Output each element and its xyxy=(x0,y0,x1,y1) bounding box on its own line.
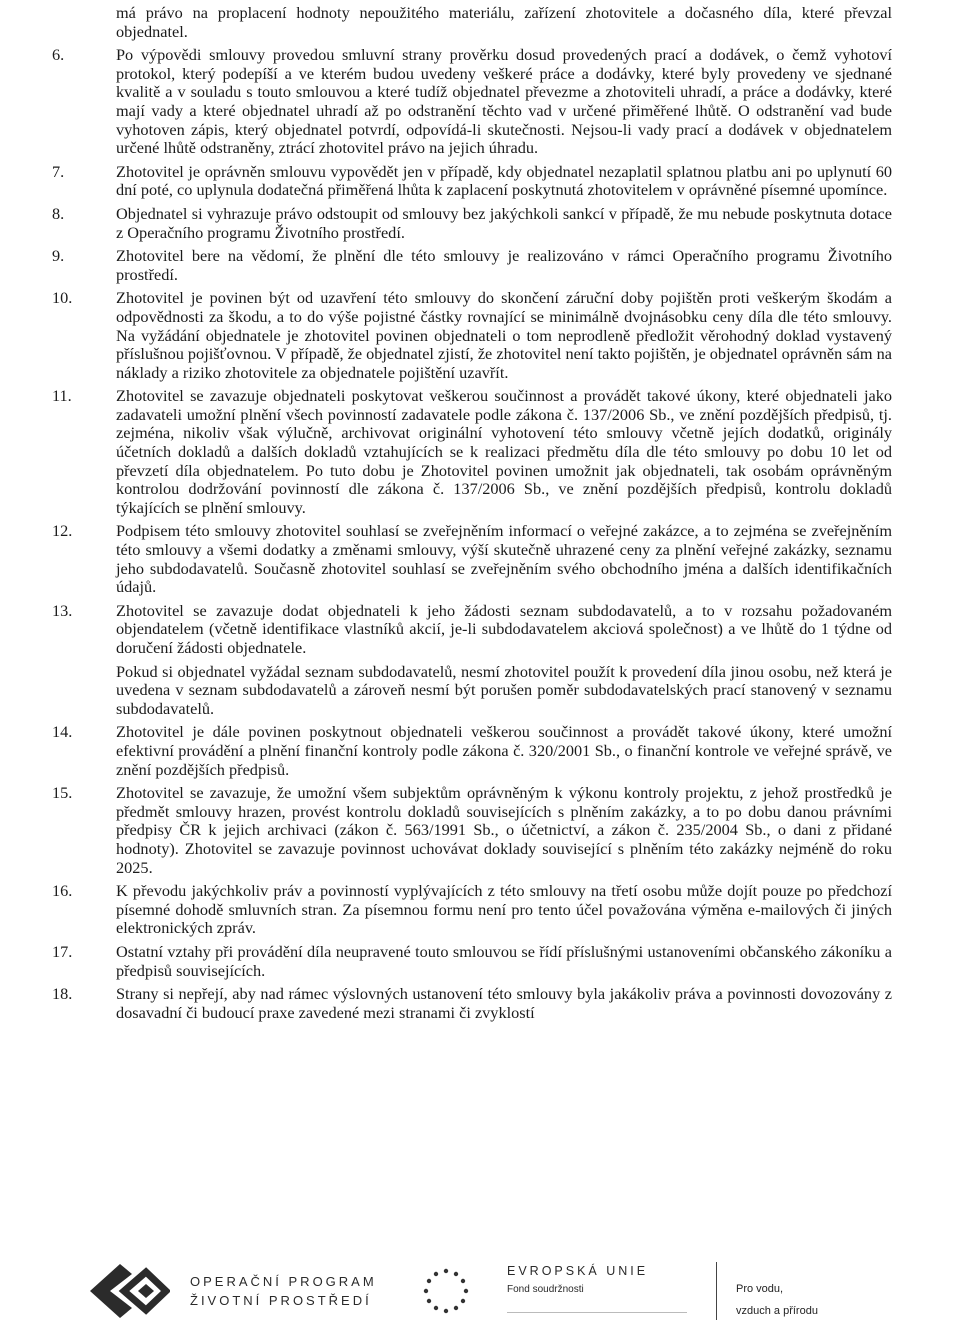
paragraph-text: má právo na proplacení hodnoty nepoužitého materiálu, zařízení zhotovitele a dočasného díla, které převzal objednatel. xyxy=(116,3,892,41)
clause-text: Objednatel si vyhrazuje právo odstoupit od smlouvy bez jakýchkoli sankcí v případě, že mu nebude poskytnuta dotace z Operačního programu Životního prostředí. xyxy=(116,203,892,242)
clause-text: Zhotovitel je povinen být od uzavření této smlouvy do skončení záruční doby pojištěn proti veškerým škodám a odpovědnosti za škodu, a to do výše pojistné částky rovnající se minimálně dvojnásobku ceny díla dle této smlouvy. Na vyžádání objednatele je zhotovitel povinen objednateli o tom neprodleně předložit věrohodný doklad vystavený příslušnou pojišťovnou. V případě, že objednatel zjistí, že zhotovitel není takto pojištěn, je objednatel oprávněn sám na náklady a riziko zhotovitele za objednatele pojištění uzavřít. xyxy=(116,288,892,382)
numbered-clause xyxy=(52,46,892,158)
numbered-clause xyxy=(52,205,892,242)
op-line2: ŽIVOTNÍ PROSTŘEDÍ xyxy=(190,1293,372,1308)
operacni-program-text xyxy=(190,1272,377,1310)
clause-number: 8. xyxy=(52,203,65,223)
eu-flag-icon xyxy=(400,1258,492,1324)
numbered-clause xyxy=(52,387,892,517)
environment-slogan xyxy=(736,1278,818,1322)
eu-subtitle: Fond soudržnosti xyxy=(507,1284,584,1295)
clause-text: K převodu jakýchkoliv práv a povinností vyplývajících z této smlouvy na třetí osobu může dojít pouze po předchozí písemné dohodě smluvních stran. Za písemnou formu není pro tento účel považována výměna e-mailových či jiných elektronických zpráv. xyxy=(116,881,892,938)
numbered-clause xyxy=(52,882,892,938)
numbered-clause xyxy=(52,602,892,658)
numbered-clause xyxy=(52,784,892,877)
slogan-line2: vzduch a přírodu xyxy=(736,1305,818,1317)
numbered-clause xyxy=(52,985,892,1022)
clause-number: 12. xyxy=(52,521,73,541)
clause-text: Zhotovitel je oprávněn smlouvu vypovědět jen v případě, kdy objednatel nezaplatil splatnou platbu ani po uplynutí 60 dní poté, co uplynula dodatečná přiměřená lhůta k zaplacení poskytnutá zhotovitelem v oprávněné písemné upomínce. xyxy=(116,161,892,200)
paragraph-text: Pokud si objednatel vyžádal seznam subdodavatelů, nesmí zhotovitel použít k provedení díla jinou osobu, než která je uvedena v seznam subdodavatelů a zároveň nesmí být porušen poměr subdodavatelských prací stanovený v seznamu subdodavatelů. xyxy=(116,661,892,718)
clause-text: Zhotovitel je dále povinen poskytnout objednateli veškerou součinnost a provádět takové úkony, které umožní efektivní provádění a plnění finanční kontroly podle zákona č. 320/2001 Sb., o finanční kontrole ve veřejné správě, ve znění pozdějších předpisů. xyxy=(116,722,892,779)
clause-number: 15. xyxy=(52,783,73,803)
numbered-clause xyxy=(52,522,892,596)
footer-divider xyxy=(716,1262,717,1320)
eu-divider-line xyxy=(507,1312,687,1313)
footer-logos xyxy=(0,1240,960,1328)
clause-number: 10. xyxy=(52,288,73,308)
eu-title: EVROPSKÁ UNIE xyxy=(507,1264,649,1278)
clause-text: Zhotovitel se zavazuje dodat objednateli k jeho žádosti seznam subdodavatelů, a to v rozsahu požadovaném objendatelem (včetně identifikace vlastníků akcií, je-li subdodavatelem akciová společnost) a ve lhůtě do 1 týdne od doručení žádosti objednatele. xyxy=(116,600,892,657)
clause-number: 13. xyxy=(52,600,73,620)
clause-text: Strany si nepřejí, aby nad rámec výslovných ustanovení této smlouvy byla jakákoliv práva a povinnosti dovozovány z dosavadní či budoucí praxe zavedené mezi stranami či zvyklostí xyxy=(116,984,892,1022)
slogan-line1: Pro vodu, xyxy=(736,1283,784,1295)
clause-text: Zhotovitel se zavazuje, že umožní všem subjektům oprávněným k výkonu kontroly projektu, z jehož prostředků je předmět smlouvy hrazen, provést kontrolu dokladů souvisejících s plněním zakázky, a to po dobu danou právními předpisy ČR k jejich archivaci (zákon č. 563/1991 Sb., o účetnictví, a zákon č. 235/2004 Sb., o dani z přidané hodnoty). Zhotovitel se zavazuje povinnost uchovávat doklady související s plněním této zakázky nejméně do roku 2025. xyxy=(116,783,892,877)
clause-number: 14. xyxy=(52,722,73,742)
clause-number: 9. xyxy=(52,246,65,266)
clause-number: 18. xyxy=(52,984,73,1004)
contract-text xyxy=(52,4,892,1027)
clause-text: Ostatní vztahy při provádění díla neupravené touto smlouvou se řídí příslušnými ustanoveními občanského zákoníku a předpisů souvisejících. xyxy=(116,941,892,980)
op-line1: OPERAČNÍ PROGRAM xyxy=(190,1274,377,1289)
numbered-clause xyxy=(52,247,892,284)
clause-text: Po výpovědi smlouvy provedou smluvní strany prověrku dosud provedených prací a dodávek, o čemž vyhotoví protokol, který podepíší a ve kterém budou uvedeny veškeré práce a dodávky, které byly provedeny ve sjednané kvalitě a v souladu s touto smlouvou a které tudíž objednatel převezme a zhotoviteli uhradí, a práce a dodávky, které mají vady a které objednatel uhradí až po odstranění těchto vad v určené přiměřené lhůtě. O odstranění vad bude vyhotoven zápis, který objednatel potvrdí, odpovídá-li skutečnosti. Nejsou-li vady prací a dodávek v objednatelem určené lhůtě odstraněny, ztrácí zhotovitel právo na jejich úhradu. xyxy=(116,45,892,158)
clause-text: Zhotovitel bere na vědomí, že plnění dle této smlouvy je realizováno v rámci Operačního programu Životního prostředí. xyxy=(116,246,892,284)
numbered-clause xyxy=(52,289,892,382)
clause-number: 16. xyxy=(52,881,73,901)
clause-number: 7. xyxy=(52,161,65,181)
clause-number: 6. xyxy=(52,45,65,65)
clause-number: 11. xyxy=(52,386,72,406)
numbered-clause xyxy=(52,943,892,980)
clause-text: Zhotovitel se zavazuje objednateli poskytovat veškerou součinnost a provádět takové úkony, které objednateli jako zadavateli umožní plnění všech povinností zadavatele podle zákona č. 137/2006 Sb., ve znění pozdějších předpisů, tj. zejména, nikoliv však výlučně, archivovat originální vyhotovení této smlouvy včetně jejích dodatků, originály účetních dokladů a dalších dokladů vztahujících se k realizaci předmětu díla dle této smlouvy po dobu 10 let od převzetí díla objednatelem. Po tuto dobu je Zhotovitel povinen umožnit jak objednateli, tak osobám oprávněným kontrolou dodržování povinností dle zákona č. 137/2006 Sb., ve znění pozdějších předpisů, kontrolu dokladů týkajících se plnění smlouvy. xyxy=(116,386,892,517)
clause-number: 17. xyxy=(52,941,73,961)
numbered-clause xyxy=(52,163,892,200)
numbered-clause xyxy=(52,723,892,779)
eu-text xyxy=(507,1264,648,1295)
operacni-program-logo-icon xyxy=(86,1260,170,1322)
clause-text: Podpisem této smlouvy zhotovitel souhlasí se zveřejněním informací o veřejné zakázce, a to zejména se zveřejněním této smlouvy a všemi dodatky a změnami smlouvy, výší skutečně uhrazené ceny za plnění veřejné zakázky, seznamu jeho subdodavatelů. Současně zhotovitel souhlasí se zveřejněním svého obchodního jména a dalších identifikačních údajů. xyxy=(116,521,892,597)
